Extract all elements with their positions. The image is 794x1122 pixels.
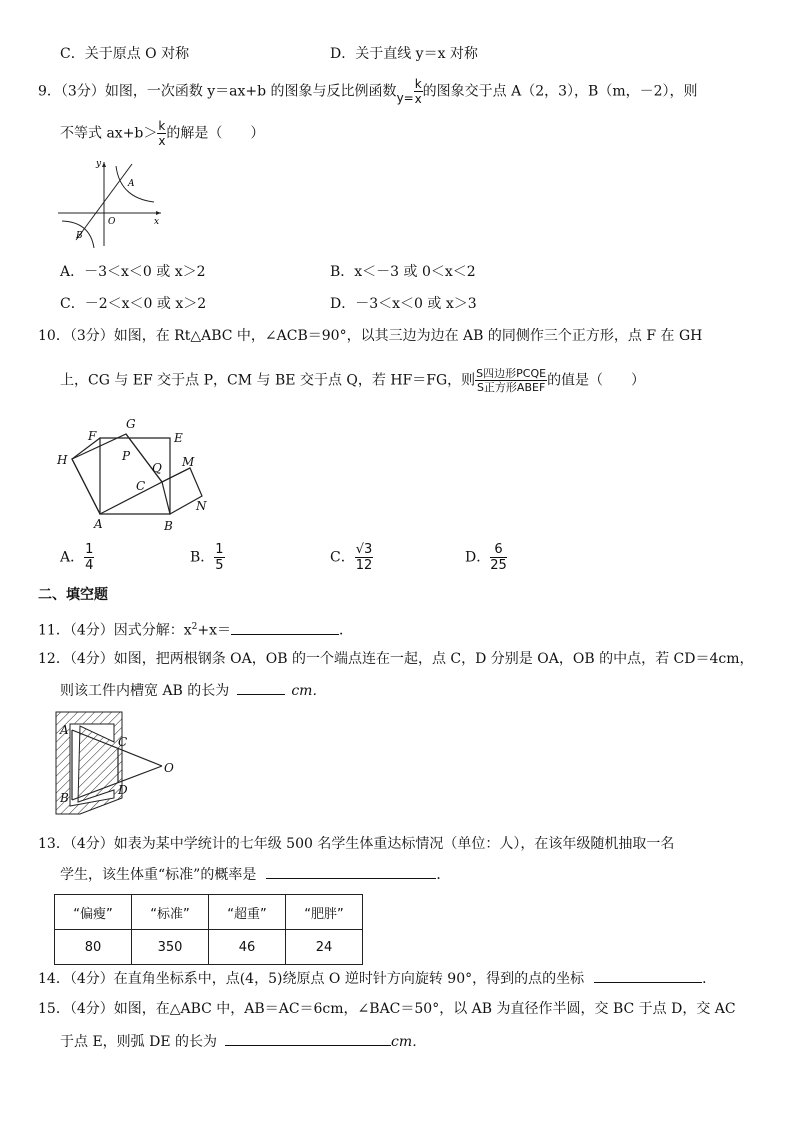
q10-stem-line1: 10．（3分）如图，在 Rt△ABC 中，∠ACB＝90°，以其三边为边在 AB 的同侧作三个正方形，点 F 在 GH <box>38 328 703 344</box>
table-cell: 80 <box>55 930 132 965</box>
q10-opt-c-label: C． <box>330 549 355 566</box>
q9-stem-text-b: 的图象交于点 A（2，3），B（m，－2），则 <box>422 83 698 100</box>
fig10-label-p: P <box>122 449 131 463</box>
q9-stem-line2 <box>60 120 264 147</box>
q13-weight-table <box>54 894 363 965</box>
q14-text: 14．（4分）在直角坐标系中，点(4，5)绕原点 O 逆时针方向旋转 90°，得到的点的坐标 <box>38 971 585 987</box>
q14-answer-blank[interactable] <box>594 968 702 983</box>
q11-exponent: 2 <box>191 622 198 632</box>
fig-label-b: B <box>76 231 83 241</box>
q10-opt-d-frac <box>490 543 507 572</box>
table-cell: 24 <box>286 930 363 965</box>
fig12-label-d: D <box>118 783 128 797</box>
hyperbola-branch-upper <box>116 166 154 202</box>
q15-stem-line2 <box>60 1031 426 1052</box>
q14-tail: ． <box>702 971 717 987</box>
q9-k-over-x-2 <box>157 120 166 147</box>
q10-opt-d-num: 6 <box>490 543 507 558</box>
segment-cm <box>162 468 190 482</box>
fig10-label-a: A <box>94 517 103 531</box>
q10-opt-c-num: √3 <box>355 542 373 557</box>
fig-label-a: A <box>128 179 135 189</box>
q13-text-a: 学生，该生体重“标准”的概率是 <box>60 867 257 883</box>
fig10-label-h: H <box>57 453 68 467</box>
q10-stem-line2 <box>60 368 645 393</box>
fig12-label-o: O <box>164 761 174 775</box>
table-header-cell: “超重” <box>209 895 286 930</box>
q12-text-a: 则该工件内槽宽 AB 的长为 <box>60 683 230 699</box>
q15-unit: cm． <box>391 1034 427 1050</box>
q8-option-d: D．关于直线 y＝x 对称 <box>330 46 478 62</box>
q12-unit: cm． <box>291 683 327 699</box>
fig10-label-f: F <box>88 429 97 443</box>
square-acgh-side <box>72 438 100 514</box>
table-header-cell: “偏瘦” <box>55 895 132 930</box>
q10-option-a <box>60 543 94 572</box>
fig10-label-n: N <box>196 499 207 513</box>
table-cell: 350 <box>132 930 209 965</box>
q15-stem-line1: 15．（4分）如图，在△ABC 中，AB＝AC＝6cm，∠BAC＝50°，以 AB 为直径作半圆，交 BC 于点 D，交 AC <box>38 1001 736 1017</box>
q11-stem <box>38 617 353 641</box>
q10-option-b <box>190 543 225 572</box>
fig10-label-m: M <box>182 455 195 469</box>
q12-answer-blank[interactable] <box>237 680 285 695</box>
q9-frac-den: x <box>414 92 422 106</box>
q15-text-a: 于点 E，则弧 DE 的长为 <box>60 1034 218 1050</box>
q10-area-ratio-fraction <box>475 368 547 393</box>
fig10-label-q: Q <box>152 461 162 475</box>
q9-stem-fraction <box>396 86 414 105</box>
q10-frac-den: S正方形ABEF <box>476 381 546 394</box>
q9-stem-line1 <box>38 78 698 105</box>
fig-label-y: y <box>96 159 102 169</box>
q10-opt-b-num: 1 <box>215 542 224 557</box>
q9-option-c: C．－2＜x＜0 或 x＞2 <box>60 296 207 312</box>
fig-label-x: x <box>154 217 160 227</box>
table-row <box>55 930 363 965</box>
q12-stem-line1: 12．（4分）如图，把两根钢条 OA，OB 的一个端点连在一起，点 C，D 分别是 OA，OB 的中点，若 CD＝4cm， <box>38 651 754 667</box>
square-abef <box>100 438 170 514</box>
q9-stem2-text-a: 不等式 ax+b＞ <box>60 125 158 142</box>
q15-answer-blank[interactable] <box>225 1031 391 1046</box>
q9-option-a: A．－3＜x＜0 或 x＞2 <box>60 264 206 280</box>
fig10-label-c: C <box>136 479 146 493</box>
q11-tail: ． <box>339 622 353 639</box>
table-header-row <box>55 895 363 930</box>
q10-opt-a-num: 1 <box>85 542 94 557</box>
q12-stem-line2 <box>60 680 326 701</box>
q10-stem2-text-a: 上，CG 与 EF 交于点 P，CM 与 BE 交于点 Q，若 HF＝FG，则 <box>60 372 476 389</box>
q10-opt-b-label: B． <box>190 549 215 566</box>
q10-opt-c-frac <box>355 543 374 572</box>
q9-stem2-text-b: 的解是（ ） <box>166 125 265 142</box>
q9-frac-num: k <box>414 77 422 91</box>
table-header-cell: “标准” <box>132 895 209 930</box>
fig10-label-g: G <box>126 417 136 431</box>
fig-label-o: O <box>108 217 116 227</box>
fig10-label-b: B <box>164 519 173 533</box>
q9-option-d: D．－3＜x＜0 或 x＞3 <box>330 296 477 312</box>
q14-stem <box>38 968 716 989</box>
q9-stem-text-a: 9．（3分）如图，一次函数 y＝ax+b 的图象与反比例函数 <box>38 83 397 100</box>
fig12-label-a: A <box>60 723 69 737</box>
x-axis-arrow-icon <box>156 211 161 215</box>
square-acgh <box>72 434 162 514</box>
q11-text-a: 11．（4分）因式分解：x <box>38 622 192 639</box>
table-cell: 46 <box>209 930 286 965</box>
q9-frac2-num: k <box>158 119 166 133</box>
q13-tail: ． <box>436 867 451 883</box>
fig12-label-b: B <box>60 791 69 805</box>
section-heading-fill-in: 二、填空题 <box>38 587 108 603</box>
q10-opt-d-den: 25 <box>490 558 507 573</box>
q13-stem-line2 <box>60 864 450 885</box>
q11-answer-blank[interactable] <box>231 620 339 635</box>
q10-opt-a-den: 4 <box>85 558 94 573</box>
q12-workpiece-figure <box>54 710 180 820</box>
fig10-label-e: E <box>174 431 183 445</box>
q13-answer-blank[interactable] <box>266 864 436 879</box>
q9-option-b: B．x＜－3 或 0＜x＜2 <box>330 264 476 280</box>
q10-opt-b-den: 5 <box>215 558 224 573</box>
q8-option-c: C．关于原点 O 对称 <box>60 46 190 62</box>
q13-stem-line1: 13．（4分）如表为某中学统计的七年级 500 名学生体重达标情况（单位：人），在该年级随机抽取一名 <box>38 836 675 852</box>
q9-frac2-den: x <box>158 134 166 148</box>
q10-option-d <box>465 543 507 572</box>
q10-opt-a-label: A． <box>60 549 85 566</box>
q10-frac-num: S四边形PCQE <box>476 367 547 380</box>
y-axis-arrow-icon <box>102 162 106 167</box>
q10-opt-d-label: D． <box>465 549 491 566</box>
q10-squares-figure <box>52 414 222 536</box>
q9-graph-figure <box>56 158 166 250</box>
q10-opt-c-den: 12 <box>355 558 373 573</box>
table-header-cell: “肥胖” <box>286 895 363 930</box>
fig12-label-c: C <box>118 735 128 749</box>
q9-k-over-x <box>414 78 423 105</box>
q10-opt-a-frac <box>84 543 94 572</box>
q10-opt-b-frac <box>214 543 224 572</box>
q10-option-c <box>330 543 373 572</box>
q9-frac-lead: y= <box>396 90 414 105</box>
q10-stem2-text-b: 的值是（ ） <box>547 372 646 389</box>
q11-text-b: +x＝ <box>197 622 231 639</box>
